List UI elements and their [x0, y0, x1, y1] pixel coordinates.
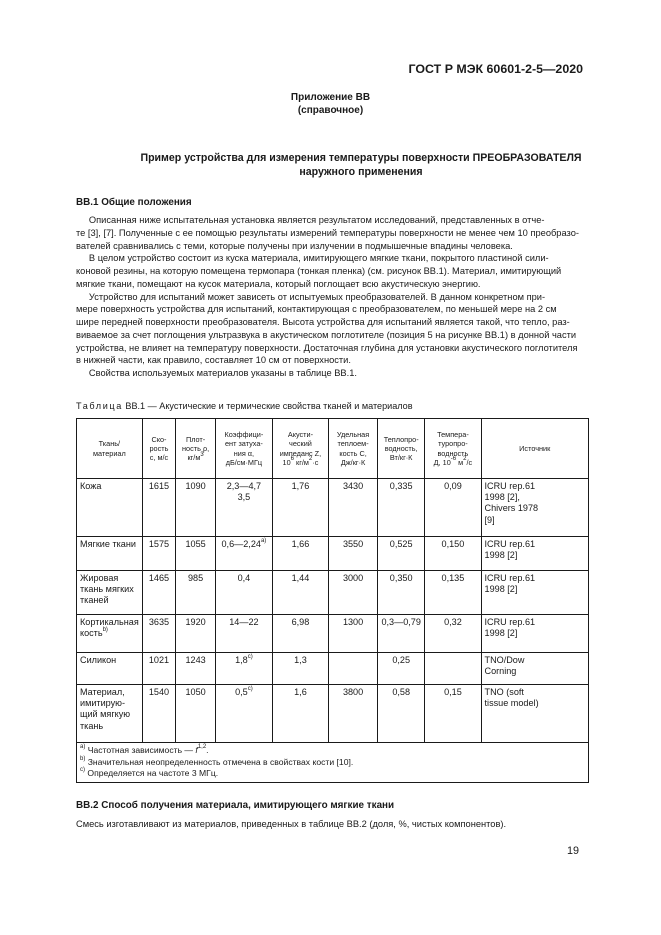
- cell-conductivity: 0,25: [378, 653, 425, 685]
- paragraph-line: те [3], [7]. Полученные с ее помощью результаты измерений температуры поверхности не менее чем 10 преобразо-: [76, 227, 579, 238]
- footnote-mark: a): [80, 744, 86, 751]
- cell-density: 1090: [176, 479, 216, 537]
- sup-text: 2: [463, 456, 467, 463]
- cell-attenuation: 0,5$^{c)}$: [216, 685, 273, 743]
- formula-exponent: 1,2: [197, 744, 207, 751]
- annex-title: Приложение ВВ: [290, 92, 371, 103]
- cell-material: Кожа: [77, 479, 143, 537]
- sup-text: 3: [200, 451, 204, 458]
- cell-material: Материал, имитирую- щий мягкую ткань: [77, 685, 143, 743]
- sup-text: 2: [308, 456, 313, 463]
- table-caption-prefix: Таблица: [76, 401, 123, 411]
- table-row: [77, 479, 589, 537]
- cell-diffusivity: 0,135: [425, 571, 481, 615]
- col-speed: Ско- рость с, м/с: [142, 419, 175, 479]
- paragraph-line: Описанная ниже испытательная установка является результатом исследований, представленных в отче-: [76, 215, 545, 225]
- cell-density: 1055: [176, 537, 216, 571]
- sup-text: 6: [290, 456, 294, 463]
- title-line-2: наружного применения: [299, 165, 423, 178]
- cell-diffusivity: 0,150: [425, 537, 481, 571]
- cell-impedance: 1,6: [272, 685, 328, 743]
- footnote-ref: a): [260, 537, 267, 544]
- cell-heat-capacity: 1300: [329, 615, 378, 653]
- cell-heat-capacity: [329, 653, 378, 685]
- cell-density: 1050: [176, 685, 216, 743]
- table-row: [77, 685, 589, 743]
- col-impedance: Акусти- ческий импеданс Z, $10^6$ $кг/м^2\cdot с$: [272, 419, 328, 479]
- cell-speed: 1465: [142, 571, 175, 615]
- cell-source: ICRU rep.61 1998 [2], Chivers 1978 [9]: [481, 479, 588, 537]
- cell-impedance: 1,44: [272, 571, 328, 615]
- cell-material: Мягкие ткани: [77, 537, 143, 571]
- paragraph-line: виваемое за счет поглощения ультразвука в акустическом поглотителе (позиция 5 на рисунке ВВ.1) в донной части: [76, 329, 577, 340]
- section-2-heading: ВВ.2 Способ получения материала, имитирующего мягкие ткани: [76, 800, 395, 811]
- cell-speed: 1021: [142, 653, 175, 685]
- table-caption-text: ВВ.1 — Акустические и термические свойства тканей и материалов: [122, 401, 413, 411]
- cell-heat-capacity: 3550: [329, 537, 378, 571]
- table-notes: [77, 743, 589, 783]
- cell-density: 1243: [176, 653, 216, 685]
- cell-attenuation: 1,8$^{c)}$: [216, 653, 273, 685]
- cell-attenuation: 2,3—4,7 3,5: [216, 479, 273, 537]
- cell-conductivity: 0,525: [378, 537, 425, 571]
- properties-table: [76, 418, 589, 783]
- cell-heat-capacity: 3800: [329, 685, 378, 743]
- cell-conductivity: 0,350: [378, 571, 425, 615]
- cell-density: 985: [176, 571, 216, 615]
- col-density: Плот- ность ρ, $кг/м^3$: [176, 419, 216, 479]
- table-row: [77, 571, 589, 615]
- table-note: $^{a)}$ Частотная зависимость — $f^{1,2}$.: [80, 744, 209, 755]
- section-1-heading: ВВ.1 Общие положения: [76, 197, 192, 208]
- formula-symbol: f: [195, 745, 198, 755]
- footnote-ref: b): [102, 627, 108, 634]
- table-note: $^{c)}$ Определяется на частоте 3 МГц.: [80, 767, 219, 778]
- paragraph-line: коновой резины, на которую помещена термопара (тонкая пленка) (см. рисунок ВВ.1). Материал, имитирующий: [76, 266, 562, 276]
- cell-speed: 1575: [142, 537, 175, 571]
- col-heat-capacity: Удельная теплоем- кость С, Дж/кг·К: [329, 419, 378, 479]
- footnote-ref: c): [247, 653, 253, 660]
- paragraph-line: мере поверхность устройства для испытаний, контактирующая с преобразователем, по меньшей мере на 2 см: [76, 304, 557, 315]
- cell-speed: 1615: [142, 479, 175, 537]
- cell-impedance: 6,98: [272, 615, 328, 653]
- col-attenuation: Коэффици- ент затуха- ния α, дБ/см·МГц: [216, 419, 273, 479]
- cell-density: 1920: [176, 615, 216, 653]
- col-material: Ткань/ материал: [77, 419, 143, 479]
- cell-conductivity: 0,335: [378, 479, 425, 537]
- cell-diffusivity: 0,09: [425, 479, 481, 537]
- cell-diffusivity: 0,15: [425, 685, 481, 743]
- cell-impedance: 1,76: [272, 479, 328, 537]
- annex-subtitle: (справочное): [297, 105, 364, 116]
- cell-attenuation: 0,4: [216, 571, 273, 615]
- cell-attenuation: 0,6—2,24$^{a)}$: [216, 537, 273, 571]
- cell-conductivity: 0,58: [378, 685, 425, 743]
- paragraph-line: В целом устройство состоит из куска материала, имитирующего мягкие ткани, покрытого пластиной сили-: [76, 253, 549, 264]
- paragraph-line: вателей сравнивались с теми, которые получены при излучении в подмышечные впадины человека.: [76, 240, 513, 251]
- cell-material: Жировая ткань мягких тканей: [77, 571, 143, 615]
- cell-diffusivity: [425, 653, 481, 685]
- cell-heat-capacity: 3430: [329, 479, 378, 537]
- cell-impedance: 1,66: [272, 537, 328, 571]
- col-conductivity: Теплопро- водность, Вт/кг·К: [378, 419, 425, 479]
- cell-source: ICRU rep.61 1998 [2]: [481, 537, 588, 571]
- cell-attenuation: 14—22: [216, 615, 273, 653]
- cell-speed: 1540: [142, 685, 175, 743]
- table-caption: [76, 401, 413, 411]
- col-source: Источник: [481, 419, 588, 479]
- table-row: [77, 537, 589, 571]
- paragraph-line: устройства, не влияет на температуру поверхности. Достаточная глубина для установки акустического поглотителя: [76, 342, 578, 353]
- footnote-mark: b): [80, 755, 86, 762]
- footnote-mark: c): [80, 767, 85, 774]
- document-title: [60, 152, 661, 179]
- table-note: $^{b)}$ Значительная неопределенность отмечена в свойствах кости [10].: [80, 755, 354, 767]
- title-line-1: Пример устройства для измерения температуры поверхности ПРЕОБРАЗОВАТЕЛЯ: [140, 152, 582, 164]
- paragraph-line: мягкие ткани, помещают на кусок материала, который поглощает всю акустическую энергию.: [76, 278, 481, 289]
- table-notes-row: [77, 743, 589, 783]
- annex-heading: [0, 91, 661, 117]
- paragraph-line: Свойства используемых материалов указаны в таблице ВВ.1.: [76, 368, 357, 378]
- table-row: [77, 615, 589, 653]
- cell-source: TNO (soft tissue model): [481, 685, 588, 743]
- footnote-ref: c): [247, 685, 253, 692]
- cell-source: TNO/Dow Corning: [481, 653, 588, 685]
- cell-impedance: 1,3: [272, 653, 328, 685]
- cell-diffusivity: 0,32: [425, 615, 481, 653]
- table-row: [77, 653, 589, 685]
- cell-heat-capacity: 3000: [329, 571, 378, 615]
- section-2-text: Смесь изготавливают из материалов, приведенных в таблице ВВ.2 (доля, %, чистых компонентов).: [76, 819, 507, 829]
- section-1-body: [76, 214, 588, 380]
- table-header-row: [77, 419, 589, 479]
- cell-source: ICRU rep.61 1998 [2]: [481, 571, 588, 615]
- paragraph-line: Устройство для испытаний может зависеть от испытуемых преобразователей. В данном конкретном при-: [76, 291, 546, 302]
- sup-text: -6: [450, 456, 457, 463]
- cell-material: Силикон: [77, 653, 143, 685]
- page-number: 19: [566, 845, 579, 857]
- paragraph-line: шире передней поверхности преобразователя. Высота устройства для испытаний является такой, что тепло, раз-: [76, 317, 570, 327]
- cell-speed: 3635: [142, 615, 175, 653]
- col-diffusivity: Темпера- туропро- водность Д, $10^{-6}$ $м^2/с$: [425, 419, 481, 479]
- paragraph-line: в нижней части, как правило, составляет 10 см от поверхности.: [76, 355, 351, 366]
- cell-conductivity: 0,3—0,79: [378, 615, 425, 653]
- cell-material: Кортикальная кость$^{b)}$: [77, 615, 143, 653]
- document-header: ГОСТ Р МЭК 60601-2-5—2020: [408, 62, 583, 76]
- cell-source: ICRU rep.61 1998 [2]: [481, 615, 588, 653]
